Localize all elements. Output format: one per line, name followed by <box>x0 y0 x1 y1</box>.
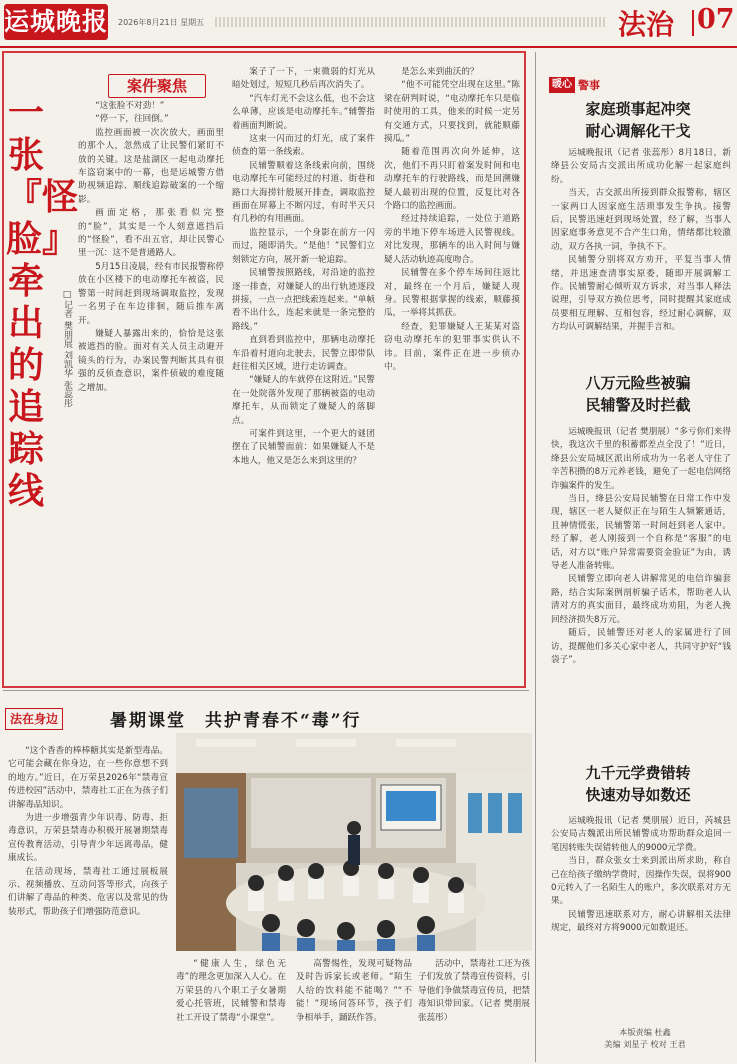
paragraph: 经查，犯罪嫌疑人王某某对盗窃电动摩托车的犯罪事实供认不讳。目前，案件正在进一步侦办中。 <box>384 321 520 372</box>
header-rule <box>0 46 737 48</box>
bottom-headline[interactable]: 暑期课堂 共护青春不“毒”行 <box>110 711 362 731</box>
paragraph: 监控显示，一个身影在前方一闪而过，随即消失。“是他！”民警们立刻锁定方向，展开新一轮追踪。 <box>232 227 375 265</box>
bottom-column-4 <box>418 958 530 1060</box>
credits-staff: 美编 刘星子 校对 王君 <box>604 1039 686 1049</box>
paragraph: 当日，绛县公安局民辅警在日常工作中发现，辖区一老人疑似正在与陌生人频繁通话，且神情慌张，民辅警第一时间赶到老人家中。经了解，老人刚接到一个自称是“客服”的电话，对方以“账户异常需要资金验证”为由，诱导老人准备转账。 <box>551 494 731 572</box>
paragraph: “健康人生，绿色无毒”的理念更加深入人心。在万荣县的八个职工子女暑期爱心托管班，民辅警和禁毒社工开设了禁毒“小课堂”。 <box>176 959 286 1023</box>
header-divider <box>692 10 694 36</box>
paragraph: 民辅警按照路线，对沿途的监控逐一排查，对嫌疑人的出行轨迹逐段拼接，一点一点把线索连起来。“单帧看不出什么，连起来就是一条完整的路线。” <box>232 268 375 332</box>
headline-line: 民辅警及时拦截 <box>585 396 691 414</box>
article-body <box>551 815 731 1015</box>
paragraph: 案子了一下，一束微弱的灯光从暗处划过，短短几秒后再次消失了。 <box>232 67 375 91</box>
headline-line: 耐心调解化干戈 <box>585 122 691 140</box>
paragraph: 民辅警顺着这条线索向前，围绕电动摩托车可能经过的村道、街巷和路口大海捞针般展开排查，调取监控画面在屏幕上不断闪过，有时半天只有几秒的有用画面。 <box>232 160 375 225</box>
paragraph: 民辅警在多个停车场间往返比对，最终在一个月后，嫌疑人现身。民警根据掌握的线索，顺藤摸瓜，一举将其抓获。 <box>384 268 520 319</box>
paragraph: 民辅警迅速联系对方，耐心讲解相关法律规定，最终对方将9000元如数退还。 <box>551 909 731 934</box>
headline-line: 快速劝导如数还 <box>585 786 691 804</box>
paragraph: 民辅警立即向老人讲解常见的电信诈骗套路，结合实际案例剖析骗子话术，帮助老人认清对方的真实面目，最终成功劝阻，为老人挽回经济损失8万元。 <box>551 574 731 625</box>
logo-text: 运城晚报 <box>4 7 109 36</box>
classroom-photo <box>176 733 532 951</box>
warm-tag-icon: 暖心 <box>549 77 575 93</box>
lead-column-1 <box>78 100 224 680</box>
bottom-column-3 <box>296 958 412 1060</box>
section-name: 法治 <box>618 8 675 41</box>
paragraph: 运城晚报讯（记者 樊朋展）“多亏你们来得快，我这次千里的积蓄都差点全没了！”近日，绛县公安局城区派出所成功为一名老人守住了辛苦积攒的8万元养老钱，避免了一起电信网络诈骗案件的发生。 <box>551 427 731 491</box>
headline-line: 九千元学费错转 <box>585 764 691 782</box>
case-focus-label: 案件聚焦 <box>126 77 187 95</box>
credits-editor: 本版责编 杜鑫 <box>619 1027 671 1037</box>
paragraph: 嫌疑人暴露出来的，恰恰是这张被遮挡的脸。面对有关人员主动避开镜头的行为，办案民警判断其具有很强的反侦查意识，案件侦破的难度随之增加。 <box>78 328 224 393</box>
bottom-column-2 <box>176 958 286 1060</box>
newspaper-logo <box>4 4 108 40</box>
paragraph: 在活动现场，禁毒社工通过展板展示、视频播放、互动问答等形式，向孩子们讲解了毒品的种类、危害以及常见的伪装形式，帮助孩子们增强防范意识。 <box>8 866 168 917</box>
paragraph: 运城晚报讯（记者 樊朋展）近日，芮城县公安局古魏派出所民辅警成功帮助群众追回一笔因转账失误错转他人的9000元学费。 <box>551 816 731 853</box>
law-nearby-label: 法在身边 <box>5 708 63 730</box>
masthead <box>0 0 737 50</box>
paragraph: “他不可能凭空出现在这里。”陈梁在研判时说，“电动摩托车只是临时使用的工具，他来的时候一定另有交通方式，只要找到，就能顺藤摸瓜。” <box>384 80 520 145</box>
paragraph: 这束一闪而过的灯光，成了案件侦查的第一条线索。 <box>232 134 375 158</box>
article-body <box>551 147 731 362</box>
lead-column-2 <box>232 66 375 680</box>
paragraph: 随后，民辅警还对老人的家属进行了回访，提醒他们多关心家中老人，共同守护好“钱袋子”。 <box>551 628 731 665</box>
issue-date: 2026年8月21日 星期五 <box>118 18 205 27</box>
paragraph: 监控画面被一次次放大，画面里的那个人，忽然成了让民警们紧盯不放的关键。这是盐湖区一起电动摩托车盗窃案中的一幕，也是运城警方借助视频追踪、顺线追踪破案的一个缩影。 <box>78 127 224 205</box>
paragraph: 运城晚报讯（记者 张蕊彤）8月18日，新绛县公安局古交派出所成功化解一起家庭纠纷。 <box>551 148 731 185</box>
page-number: 07 <box>697 4 735 35</box>
classroom-illustration <box>176 733 532 951</box>
case-focus-tag <box>108 74 206 98</box>
article-headline[interactable] <box>545 98 731 142</box>
paragraph: 随着范围再次向外延伸，这次，他们不再只盯着案发时间和电动摩托车的行驶路线，而是回溯嫌疑人最初出现的位置，反复比对各个路口的监控画面。 <box>384 147 520 212</box>
warm-tag-label: 警事 <box>578 79 600 92</box>
headline-line: 家庭琐事起冲突 <box>585 100 691 118</box>
paragraph: 画面定格，那张看似完整的“脸”，其实是一个人刻意遮挡后的“怪脸”，看不出五官，却让民警心里一沉：这不是普通路人。 <box>78 208 224 259</box>
paragraph: “汽车灯光不会这么低，也不会这么单薄，应该是电动摩托车。”辅警指着画面判断说。 <box>232 93 375 131</box>
paragraph: 活动中，禁毒社工还为孩子们发放了禁毒宣传资料，引导他们争做禁毒宣传员，把禁毒知识带回家。（记者 樊朋展 张蕊彤） <box>418 959 530 1023</box>
paragraph: 当日，群众张女士来到派出所求助，称自己在给孩子缴纳学费时，因操作失误，误将9000元转入了一名陌生人的账户，多次联系对方无果。 <box>551 856 731 907</box>
headline-line: 八万元险些被骗 <box>585 374 691 392</box>
law-nearby-tag <box>5 708 85 730</box>
paragraph: 高警惕性，发现可疑物品及时告诉家长或老师。“陌生人给的饮料能不能喝？”“不能！”现场问答环节，孩子们争相举手，踊跃作答。 <box>296 959 412 1023</box>
paragraph: 直到看到监控中，那辆电动摩托车沿着村道向北驶去，民警立即带队赶往相关区域，进行走访调查。 <box>232 335 375 372</box>
paragraph: 当天，古交派出所接到群众报警称，辖区一家两口人因家庭生活琐事发生争执。接警后，民警迅速赶到现场处置，经了解，当事人因家庭事务意见不合产生口角，情绪都比较激动，双方各执一词，争执不下。 <box>551 188 731 252</box>
article-headline[interactable] <box>545 372 731 416</box>
paragraph: 民辅警分别将双方劝开，平复当事人情绪，并迅速查清事实原委，随即开展调解工作。民辅警耐心倾听双方诉求，对当事人释法说理，引导双方换位思考，同时提醒其家庭成员要相互理解、互相包容，经过耐心调解，双方均认可调解结果，并握手言和。 <box>551 255 731 333</box>
paragraph: 5月15日凌晨，经有市民报警称停放在小区楼下的电动摩托车被盗，民警第一时间赶到现场调取监控，发现一名男子在车边徘徊，随后推车离开。 <box>78 261 224 326</box>
paragraph: “停一下，往回倒。” <box>95 114 169 125</box>
lead-byline: □记者 樊朋展 刘凯华 张蕊彤 <box>62 290 72 408</box>
paragraph: “这张脸不对劲！” <box>95 101 165 111</box>
warm-police-tag <box>549 75 653 95</box>
paragraph: 为进一步增强青少年识毒、防毒、拒毒意识，万荣县禁毒办积极开展暑期禁毒宣传教育活动，引导青少年远离毒品，健康成长。 <box>8 813 168 864</box>
article-body <box>551 426 731 751</box>
paragraph: 是怎么来到曲沃的？ <box>401 67 479 77</box>
page-credits <box>560 1026 730 1050</box>
section-rule <box>3 690 529 691</box>
bottom-column-1 <box>8 745 168 1060</box>
lead-headline[interactable]: 一张『怪脸』牵出的追踪线 <box>6 92 79 512</box>
paragraph: “这个香香的棒棒糖其实是新型毒品。它可能会藏在你身边，在一些你意想不到的地方。”近日，在万荣县2026年“禁毒宣传进校园”活动中，禁毒社工正在为孩子们讲解毒品知识。 <box>8 746 168 810</box>
lead-column-3 <box>384 66 520 654</box>
paragraph: 可案件到这里，一个更大的谜团摆在了民辅警面前：如果嫌疑人不是本地人，他又是怎么来到这里的？ <box>232 428 375 466</box>
column-divider <box>535 52 536 1062</box>
article-headline[interactable] <box>545 762 731 806</box>
paragraph: 经过持续追踪，一处位于道路旁的半地下停车场进入民警视线。对比发现，那辆车的出入时间与嫌疑人活动轨迹高度吻合。 <box>384 214 520 265</box>
paragraph: “嫌疑人的车就停在这附近。”民警在一处院落外发现了那辆被盗的电动摩托车，从而锁定了嫌疑人的落脚点。 <box>232 375 375 426</box>
header-decoration <box>215 17 605 27</box>
